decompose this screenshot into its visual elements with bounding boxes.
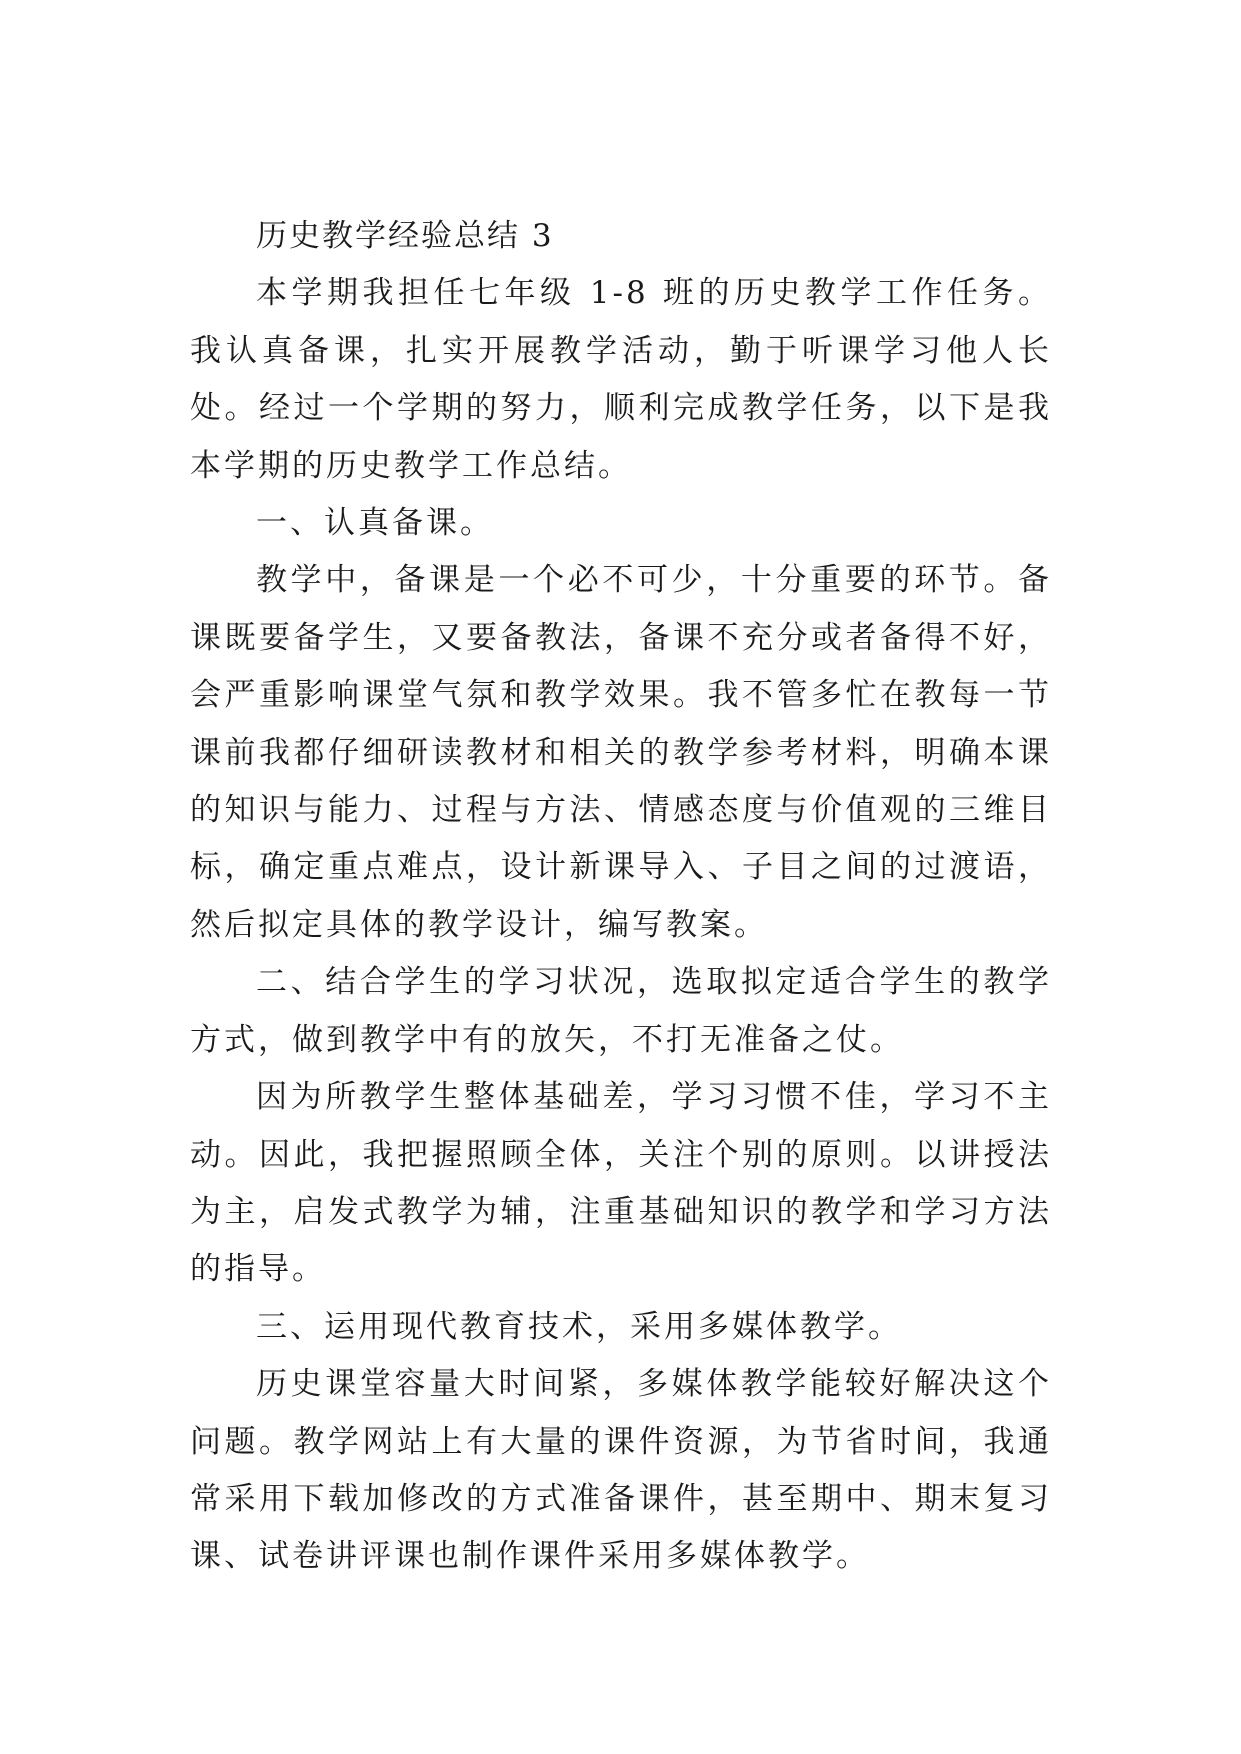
paragraph-teaching-method: 因为所教学生整体基础差，学习习惯不佳，学习不主动。因此，我把握照顾全体，关注个别的原则。以讲授法为主，启发式教学为辅，注重基础知识的教学和学习方法的指导。 xyxy=(190,1079,1052,1288)
document-title: 历史教学经验总结 3 xyxy=(256,218,554,254)
section-heading-1: 一、认真备课。 xyxy=(256,505,494,542)
paragraph-intro: 本学期我担任七年级 1-8 班的历史教学工作任务。我认真备课，扎实开展教学活动，勤于听课学习他人长处。经过一个学期的努力，顺利完成教学任务，以下是我本学期的历史教学工作总结。 xyxy=(190,275,1052,484)
document-body xyxy=(190,208,1052,1586)
section-heading-3: 三、运用现代教育技术，采用多媒体教学。 xyxy=(256,1308,902,1345)
section-heading-2: 二、结合学生的学习状况，选取拟定适合学生的教学方式，做到教学中有的放矢，不打无准备之仗。 xyxy=(190,964,1052,1058)
paragraph-multimedia: 历史课堂容量大时间紧，多媒体教学能较好解决这个问题。教学网站上有大量的课件资源，为节省时间，我通常采用下载加修改的方式准备课件，甚至期中、期末复习课、试卷讲评课也制作课件采用多媒体教学。 xyxy=(190,1366,1052,1575)
paragraph-lesson-prep: 教学中，备课是一个必不可少，十分重要的环节。备课既要备学生，又要备教法，备课不充分或者备得不好，会严重影响课堂气氛和教学效果。我不管多忙在教每一节课前我都仔细研读教材和相关的教学参考材料，明确本课的知识与能力、过程与方法、情感态度与价值观的三维目标，确定重点难点，设计新课导入、子目之间的过渡语，然后拟定具体的教学设计，编写教案。 xyxy=(190,562,1052,943)
